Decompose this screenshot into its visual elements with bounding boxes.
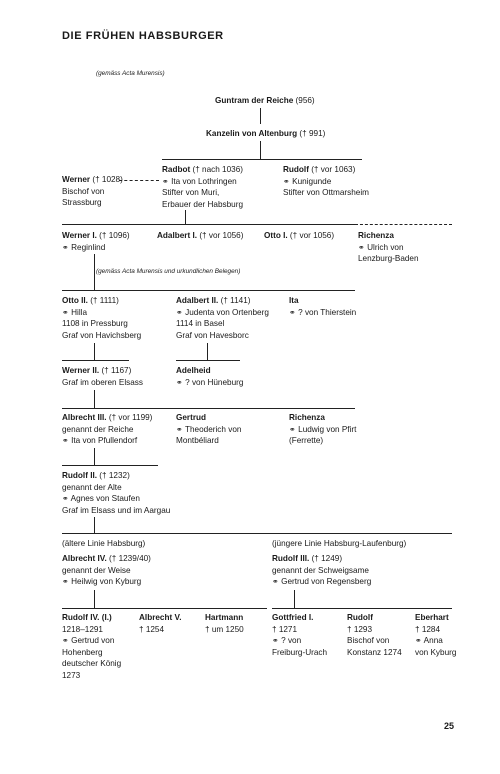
person-dates: († 1111) <box>87 296 119 305</box>
person-spouse: ⚭ Anna <box>415 636 443 646</box>
person-info: genannt der Schweigsame <box>272 565 369 575</box>
person-info: Freiburg-Urach <box>272 647 328 657</box>
person-spouse: ⚭ Ita von Pfullendorf <box>62 436 138 446</box>
person-name: Kanzelin von Altenburg <box>206 129 298 138</box>
person-info: 1108 in Pressburg <box>62 319 128 329</box>
person-rudolf <box>283 164 369 199</box>
person-name: Werner <box>62 175 91 184</box>
person-richenza-2 <box>289 412 356 447</box>
person-dates: († vor 1056) <box>197 231 244 240</box>
person-spouse: ⚭ Ulrich von <box>358 242 404 252</box>
person-dates: † um 1250 <box>205 624 244 634</box>
person-gottfried <box>272 612 327 658</box>
person-name: Adalbert I. <box>157 231 198 240</box>
person-spouse: ⚭ Gertrud von Regensberg <box>272 577 372 587</box>
person-info: Bischof von <box>62 186 105 196</box>
connector-line <box>260 141 261 159</box>
person-name: Richenza <box>358 231 394 240</box>
connector-line <box>94 448 95 465</box>
person-info: Stifter von Muri, <box>162 188 220 198</box>
person-name: Werner I. <box>62 231 97 240</box>
person-otto-2 <box>62 295 141 341</box>
person-info: Konstanz 1274 <box>347 647 402 657</box>
person-name: Rudolf IV. (I.) <box>62 613 112 622</box>
person-dates: † 1254 <box>139 624 165 634</box>
person-dates: († vor 1199) <box>106 413 153 422</box>
connector-line <box>185 210 186 224</box>
person-hartmann <box>205 612 244 635</box>
person-dates: † 1293 <box>347 624 373 634</box>
person-spouse: ⚭ ? von <box>272 636 302 646</box>
person-radbot <box>162 164 243 210</box>
person-name: Hartmann <box>205 613 244 622</box>
person-dates: († 1232) <box>97 471 130 480</box>
person-albrecht-5 <box>139 612 181 635</box>
person-dates: († nach 1036) <box>190 165 244 174</box>
line-label-younger: (jüngere Linie Habsburg-Laufenburg) <box>272 539 407 548</box>
dashed-connector <box>119 180 159 181</box>
person-name: Otto I. <box>264 231 288 240</box>
sibling-line <box>62 290 355 291</box>
sibling-line <box>272 608 452 609</box>
person-info: (Ferrette) <box>289 436 324 446</box>
person-info: von Kyburg <box>415 647 457 657</box>
person-info: 1273 <box>62 670 81 680</box>
person-name: Guntram der Reiche <box>215 96 294 105</box>
person-dates: (956) <box>293 96 315 105</box>
person-name: Albrecht V. <box>139 613 182 622</box>
person-spouse: ⚭ Ludwig von Pfirt <box>289 424 357 434</box>
person-name: Werner II. <box>62 366 100 375</box>
person-dates: († 1167) <box>99 366 132 375</box>
connector-line <box>294 590 295 608</box>
person-dates: († vor 1063) <box>308 165 356 174</box>
person-info: 1114 in Basel <box>176 319 225 329</box>
connector-line <box>94 590 95 608</box>
person-kanzelin <box>206 128 325 140</box>
connector-line <box>94 517 95 533</box>
person-name: Albrecht III. <box>62 413 107 422</box>
person-albrecht-3 <box>62 412 152 447</box>
sibling-line <box>62 533 452 534</box>
person-dates: († 1028) <box>90 175 123 184</box>
person-info: genannt der Weise <box>62 565 131 575</box>
person-rudolf-bischof <box>347 612 402 658</box>
person-name: Otto II. <box>62 296 88 305</box>
person-eberhart <box>415 612 456 658</box>
person-name: Rudolf III. <box>272 554 310 563</box>
person-adalbert-2 <box>176 295 269 341</box>
person-name: Albrecht IV. <box>62 554 107 563</box>
page-number: 25 <box>444 721 455 731</box>
person-info: Graf im Elsass und im Aargau <box>62 505 171 515</box>
line-label-older: (ältere Linie Habsburg) <box>62 539 146 548</box>
connector-line <box>94 343 95 360</box>
person-guntram <box>215 95 315 107</box>
person-name: Rudolf <box>283 165 309 174</box>
person-spouse: ⚭ Reginlind <box>62 242 106 252</box>
person-info: Erbauer der Habsburg <box>162 199 244 209</box>
person-name: Gottfried I. <box>272 613 314 622</box>
person-spouse: ⚭ Theoderich von <box>176 424 242 434</box>
person-info: Graf im oberen Elsass <box>62 377 143 387</box>
person-dates: († vor 1056) <box>287 231 335 240</box>
source-note: (gemäss Acta Murensis) <box>96 70 165 77</box>
person-dates: († 1249) <box>309 554 343 563</box>
child-line <box>62 465 158 466</box>
person-dates: († 1141) <box>218 296 251 305</box>
person-info: Graf von Havichsberg <box>62 330 142 340</box>
connector-line <box>94 390 95 408</box>
person-name: Ita <box>289 296 299 305</box>
person-spouse: ⚭ Heilwig von Kyburg <box>62 577 142 587</box>
person-dates: († 1239/40) <box>106 554 151 563</box>
page-title: DIE FRÜHEN HABSBURGER <box>62 30 224 42</box>
person-name: Richenza <box>289 413 325 422</box>
source-note-belege: (gemäss Acta Murensis und urkundlichen Belegen) <box>96 268 241 275</box>
person-info: Lenzburg-Baden <box>358 254 419 264</box>
dashed-connector <box>355 224 452 225</box>
person-info: Bischof von <box>347 636 390 646</box>
person-info: Hohenberg <box>62 647 103 657</box>
connector-line <box>94 254 95 290</box>
connector-line <box>207 343 208 360</box>
child-line <box>176 360 240 361</box>
person-dates: 1218–1291 <box>62 624 103 634</box>
person-name: Rudolf II. <box>62 471 98 480</box>
person-spouse: ⚭ Hilla <box>62 307 88 317</box>
person-dates: † 1284 <box>415 624 441 634</box>
person-info: Stifter von Ottmarsheim <box>283 188 369 198</box>
sibling-line <box>62 408 355 409</box>
person-spouse: ⚭ ? von Hüneburg <box>176 377 244 387</box>
person-adelheid <box>176 365 243 388</box>
person-rudolf-3 <box>272 553 371 588</box>
sibling-line <box>162 159 362 160</box>
connector-line <box>260 108 261 124</box>
person-name: Adalbert II. <box>176 296 219 305</box>
person-info: genannt der Alte <box>62 482 122 492</box>
child-line <box>62 360 129 361</box>
person-werner-bischof <box>62 174 123 209</box>
person-name: Eberhart <box>415 613 449 622</box>
person-rudolf-4 <box>62 612 121 682</box>
person-info: genannt der Reiche <box>62 424 134 434</box>
person-info: deutscher König <box>62 659 122 669</box>
person-werner-1 <box>62 230 130 253</box>
person-adalbert-1 <box>157 230 243 242</box>
person-otto-1 <box>264 230 334 242</box>
person-ita <box>289 295 356 318</box>
person-spouse: ⚭ Judenta von Ortenberg <box>176 307 269 317</box>
person-spouse: ⚭ Kunigunde <box>283 176 332 186</box>
person-info: Montbéliard <box>176 436 219 446</box>
person-dates: † 1271 <box>272 624 298 634</box>
person-richenza-1 <box>358 230 419 265</box>
person-dates: († 991) <box>297 129 326 138</box>
person-spouse: ⚭ ? von Thierstein <box>289 307 357 317</box>
person-dates: († 1096) <box>96 231 130 240</box>
person-info: Graf von Havesborc <box>176 330 249 340</box>
person-name: Adelheid <box>176 366 211 375</box>
person-gertrud <box>176 412 241 447</box>
person-spouse: ⚭ Gertrud von <box>62 636 115 646</box>
person-rudolf-2 <box>62 470 170 516</box>
sibling-line <box>62 608 267 609</box>
person-spouse: ⚭ Ita von Lothringen <box>162 176 237 186</box>
person-name: Radbot <box>162 165 191 174</box>
person-name: Gertrud <box>176 413 207 422</box>
sibling-line <box>62 224 355 225</box>
person-werner-2 <box>62 365 143 388</box>
person-name: Rudolf <box>347 613 373 622</box>
person-info: Strassburg <box>62 198 102 208</box>
person-spouse: ⚭ Agnes von Staufen <box>62 494 140 504</box>
person-albrecht-4 <box>62 553 151 588</box>
